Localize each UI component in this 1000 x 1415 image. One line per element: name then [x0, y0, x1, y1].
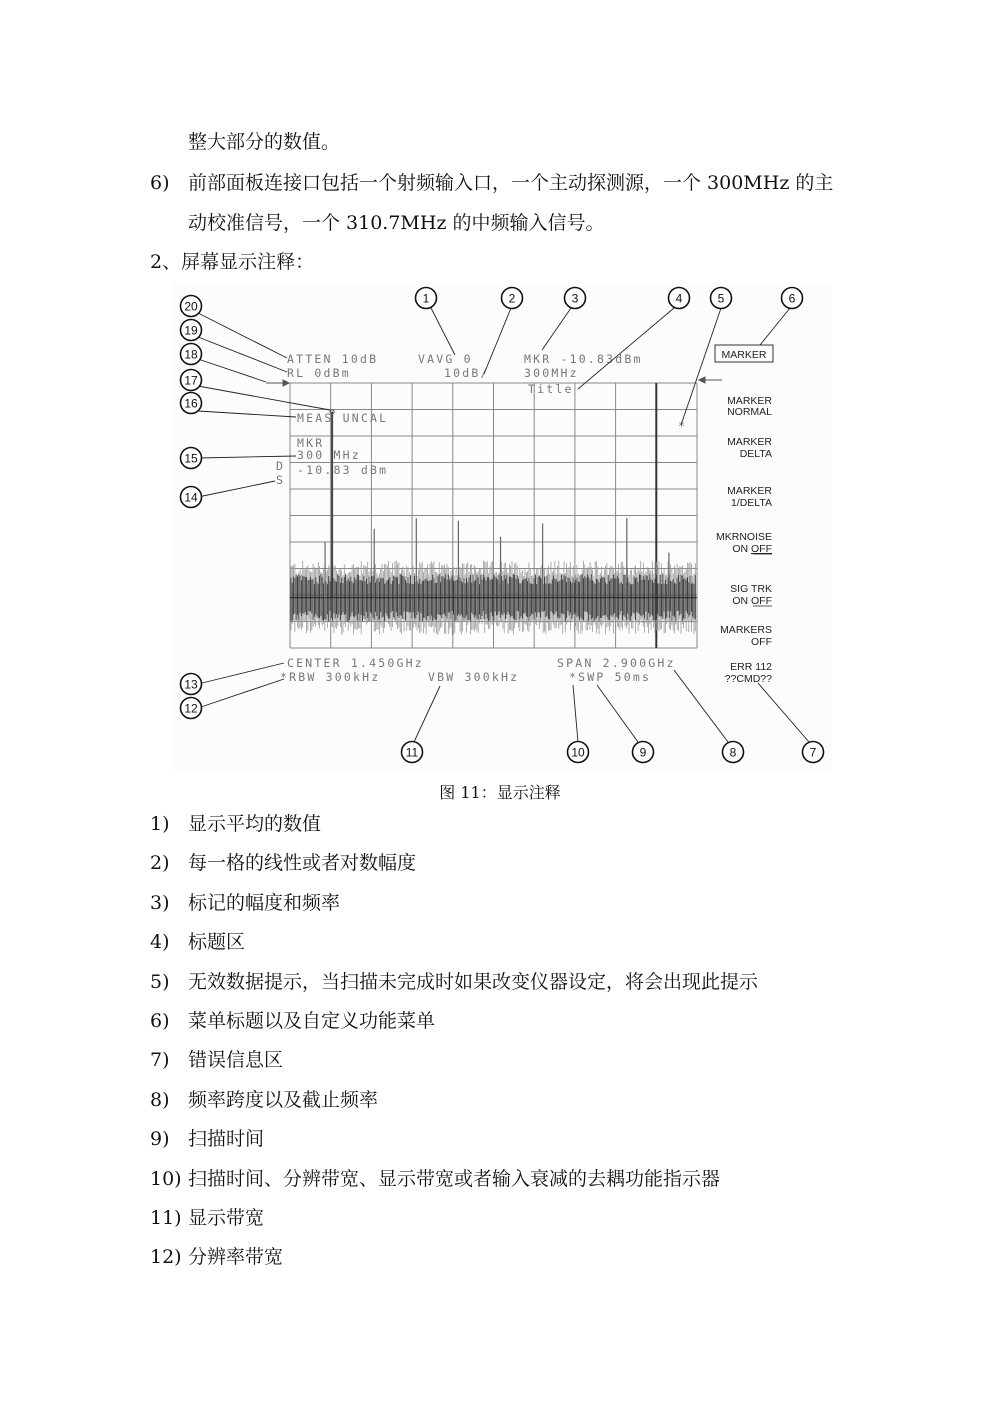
callout-number: 9	[639, 745, 647, 760]
callout-number: 20	[184, 299, 198, 314]
list-number: 2)	[150, 852, 170, 875]
list-number: 10)	[150, 1167, 182, 1190]
list-text: 显示带宽	[188, 1207, 265, 1229]
callout-5	[711, 288, 732, 309]
callout-18	[181, 344, 202, 365]
list-text: 菜单标题以及自定义功能菜单	[188, 1010, 436, 1032]
figure-caption: 图 11：显示注释	[439, 783, 561, 802]
reference-level-arrow-left	[266, 380, 289, 386]
toggle-off-label-selected: OFF	[751, 595, 772, 607]
spectrum-analyzer-figure	[172, 282, 832, 772]
softkey-label-line2: DELTA	[739, 448, 772, 460]
softkey-sig-trk[interactable]	[730, 583, 772, 607]
list-item	[150, 970, 758, 994]
callout-number: 16	[184, 396, 198, 411]
list-item-6-line1	[150, 171, 833, 195]
list-number: 6)	[150, 172, 170, 194]
callout-number: 7	[809, 745, 817, 760]
softkey-marker-1-delta[interactable]	[727, 485, 772, 509]
invalid-data-indicator: *	[678, 419, 688, 433]
marker-readout-amplitude: -10.83 dBm	[297, 463, 389, 477]
toggle-off-label-selected: OFF	[751, 543, 772, 555]
callout-number: 4	[675, 291, 683, 306]
list-number: 5)	[150, 970, 170, 993]
marker-amplitude-readout: MKR -10.83dBm	[524, 352, 643, 366]
softkey-markers-off[interactable]	[720, 624, 772, 648]
list-item	[150, 1206, 264, 1230]
callout-number: 10	[571, 745, 585, 760]
span-readout: SPAN 2.900GHz	[557, 656, 676, 670]
list-text: 扫描时间、分辨带宽、显示带宽或者输入衰减的去耦功能指示器	[188, 1167, 721, 1190]
spur-lines	[325, 410, 669, 598]
list-number: 1)	[150, 813, 170, 835]
list-item	[150, 1048, 283, 1072]
softkey-label-line1: MARKER	[727, 436, 772, 448]
callout-11	[402, 742, 423, 763]
callout-2	[502, 288, 523, 309]
reference-level-readout: RL 0dBm	[287, 366, 351, 380]
marker-frequency-readout: 300MHz	[524, 366, 579, 380]
list-number: 11)	[150, 1207, 182, 1229]
softkey-label-line2	[732, 543, 772, 555]
callout-1	[416, 288, 437, 309]
callout-19	[181, 320, 202, 341]
detector-indicator-d: D	[276, 459, 286, 473]
meas-uncal-indicator: MEAS UNCAL	[297, 411, 389, 425]
callout-number: 15	[184, 451, 198, 466]
marker-readout-label: MKR	[297, 436, 325, 450]
callout-17	[181, 370, 202, 391]
toggle-on-label: ON	[732, 595, 751, 607]
callout-number: 11	[405, 745, 419, 760]
vavg-readout: VAVG 0	[418, 352, 473, 366]
list-text: 频率跨度以及截止频率	[188, 1088, 379, 1111]
callout-3	[565, 288, 586, 309]
softkey-label-line2: NORMAL	[727, 406, 772, 418]
softkey-label-line1: MARKER	[727, 395, 772, 407]
list-item	[150, 1245, 283, 1269]
callout-6	[782, 288, 803, 309]
list-text: 扫描时间	[188, 1128, 265, 1151]
softkey-label-line2: 1/DELTA	[730, 497, 772, 509]
list-item	[150, 812, 321, 836]
vbw-readout: VBW 300kHz	[428, 670, 520, 684]
callout-7	[803, 742, 824, 763]
scale-readout: 10dB/	[444, 366, 490, 380]
list-text: 错误信息区	[188, 1049, 284, 1072]
list-number: 8)	[150, 1088, 170, 1111]
list-number: 12)	[150, 1246, 182, 1269]
callout-13	[181, 674, 202, 695]
error-message-line1: ERR 112	[730, 661, 772, 673]
softkey-mkrnoise[interactable]	[716, 531, 772, 555]
callout-number: 14	[184, 490, 198, 505]
list-item	[150, 851, 416, 875]
callout-number: 18	[184, 347, 198, 362]
softkey-label-line1: SIG TRK	[730, 583, 772, 595]
list-number: 7)	[150, 1049, 170, 1072]
callout-20	[181, 296, 202, 317]
atten-readout: ATTEN 10dB	[287, 352, 379, 366]
list-number: 6)	[150, 1010, 170, 1032]
sweep-time-readout: *SWP 50ms	[569, 670, 652, 684]
list-text: 标记的幅度和频率	[188, 891, 341, 914]
list-text: 无效数据提示，当扫描未完成时如果改变仪器设定，将会出现此提示	[188, 970, 759, 993]
softkey-label-line1: MARKER	[727, 485, 772, 497]
section-heading: 2、屏幕显示注释：	[150, 251, 315, 273]
error-message-line2: ??CMD??	[724, 673, 772, 685]
callout-number: 3	[571, 291, 579, 306]
list-item	[150, 1167, 720, 1191]
callout-4	[669, 288, 690, 309]
callout-14	[181, 487, 202, 508]
callout-12	[181, 698, 202, 719]
callout-number: 13	[184, 677, 198, 692]
list-item-6-line2: 动校准信号，一个 310.7MHz 的中频输入信号。	[188, 212, 605, 234]
softkey-marker-delta[interactable]	[727, 436, 772, 460]
marker-readout-frequency: 300 MHz	[297, 448, 361, 462]
softkey-marker-normal[interactable]	[727, 395, 772, 418]
callout-number: 8	[729, 745, 737, 760]
callout-number: 1	[422, 291, 430, 306]
callout-number: 5	[717, 291, 725, 306]
list-number: 4)	[150, 931, 170, 954]
callout-8	[723, 742, 744, 763]
callout-number: 2	[508, 291, 516, 306]
list-item	[150, 891, 340, 915]
callout-10	[568, 742, 589, 763]
softkey-label-line2	[732, 595, 772, 607]
list-item	[150, 1009, 435, 1033]
softkey-label-line1: MARKERS	[720, 624, 772, 636]
list-item	[150, 1127, 264, 1151]
list-text: 标题区	[188, 931, 246, 954]
softkey-label-line2: OFF	[751, 636, 772, 648]
figure-svg	[172, 282, 832, 772]
callout-16	[181, 393, 202, 414]
list-item	[150, 1088, 378, 1112]
center-frequency-readout: CENTER 1.450GHz	[287, 656, 424, 670]
rbw-readout: *RBW 300kHz	[280, 670, 381, 684]
list-text: 分辨率带宽	[188, 1246, 284, 1269]
callout-number: 12	[184, 701, 198, 716]
list-text: 每一格的线性或者对数幅度	[188, 852, 417, 875]
title-area: Title	[528, 382, 574, 396]
reference-level-arrow-right	[699, 377, 722, 383]
callout-9	[633, 742, 654, 763]
callout-number: 17	[184, 373, 198, 388]
list-number: 3)	[150, 891, 170, 914]
detector-indicator-s: S	[276, 473, 286, 487]
callout-number: 6	[788, 291, 796, 306]
callout-15	[181, 448, 202, 469]
softkey-label-line1: MKRNOISE	[715, 531, 772, 543]
list-text: 前部面板连接口包括一个射频输入口，一个主动探测源，一个 300MHz 的主	[188, 172, 834, 194]
list-number: 9)	[150, 1128, 170, 1151]
callout-number: 19	[184, 323, 198, 338]
menu-title: MARKER	[721, 349, 767, 361]
list-text: 显示平均的数值	[188, 813, 322, 835]
paragraph-continuation: 整大部分的数值。	[188, 131, 341, 153]
toggle-on-label: ON	[732, 543, 751, 555]
list-item	[150, 930, 245, 954]
